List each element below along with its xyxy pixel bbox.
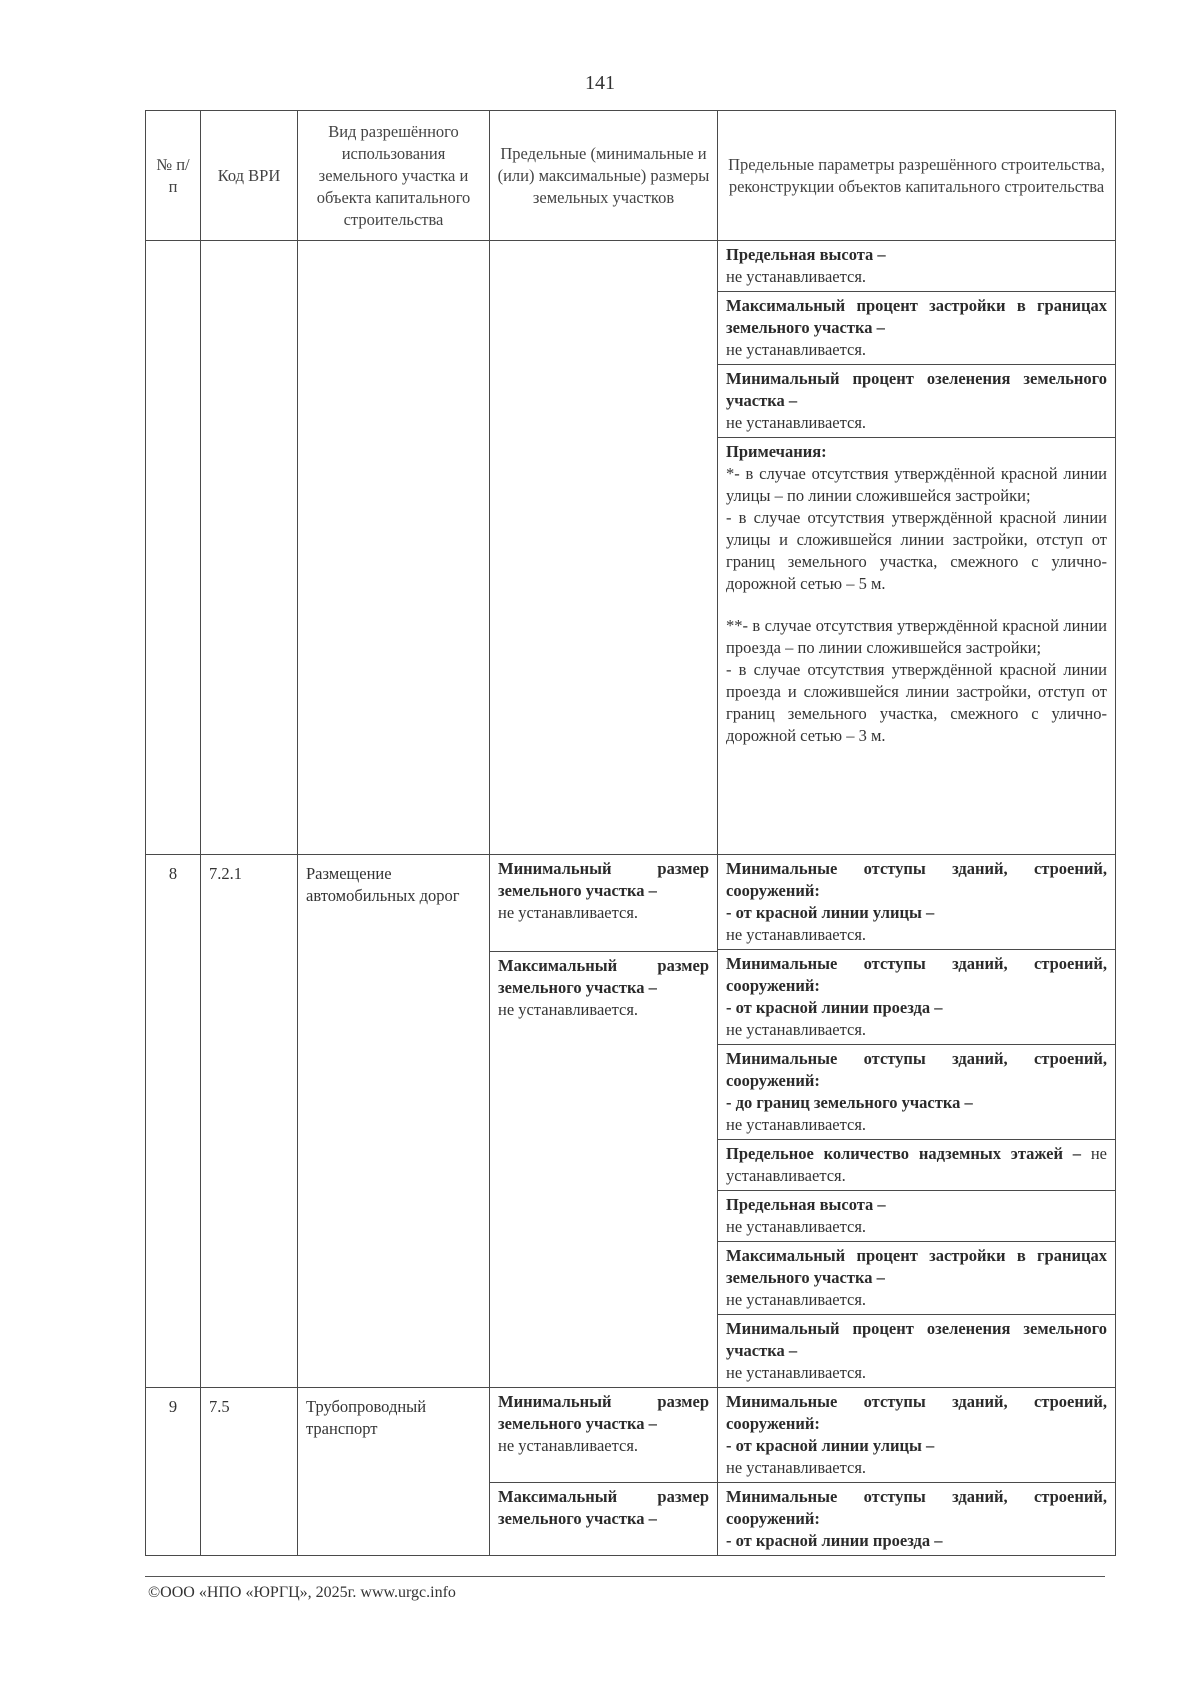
row9-params-list [718,1388,1115,1555]
row8-greenery: Минимальный процент озеленения земельного участка – не устанавливается. [726,1319,1107,1382]
note-1: *- в случае отсутствия утверждённой красной линии улицы – по линии сложившейся застройки; [726,464,1107,505]
table-row-9 [146,1388,1116,1556]
row9-num: 9 [168,1397,178,1416]
cont-kind-cell [298,241,490,855]
table-header-row [146,111,1116,241]
page-number: 141 [585,72,615,94]
row8-max-size: Максимальный размер земельного участка – не устанавливается. [498,955,709,1019]
cont-code-cell [201,241,298,855]
note-4: - в случае отсутствия утверждённой красной линии проезда и сложившейся линии застройки, отступ от границ земельного участка, смежного с улично-дорожной сетью – 3 м. [726,660,1107,745]
row8-size-list [490,855,717,1387]
cont-params-list [718,241,1115,854]
row8-coverage: Максимальный процент застройки в границах земельного участка – не устанавливается. [726,1246,1107,1309]
regulations-table [145,110,1116,1556]
row8-offset-street: Минимальные отступы зданий, строений, сооружений: - от красной линии улицы – не устанавливается. [726,859,1107,944]
row8-height: Предельная высота – не устанавливается. [726,1195,886,1236]
row8-params-list [718,855,1115,1387]
notes-block [718,438,1115,750]
header-code: Код ВРИ [201,111,298,241]
param-min-greenery: Минимальный процент озеленения земельного участка – не устанавливается. [726,369,1107,432]
header-size: Предельные (минимальные и (или) максимальные) размеры земельных участков [490,111,718,241]
row9-max-size: Максимальный размер земельного участка – [498,1486,709,1528]
footer-divider [145,1576,1105,1577]
row8-code: 7.2.1 [209,864,242,883]
param-max-coverage: Максимальный процент застройки в границах земельного участка – не устанавливается. [726,296,1107,359]
param-max-height: Предельная высота – не устанавливается. [726,245,886,286]
row9-size-list [490,1388,717,1555]
row8-floors: Предельное количество надземных этажей – не устанавливается. [726,1144,1107,1185]
row9-offset-driveway: Минимальные отступы зданий, строений, сооружений: - от красной линии проезда – [726,1487,1107,1550]
row9-min-size: Минимальный размер земельного участка – не устанавливается. [498,1392,709,1455]
footer-copyright: ©ООО «НПО «ЮРГЦ», 2025г. www.urgc.info [148,1584,456,1601]
header-num: № п/п [146,111,201,241]
row8-kind: Размещение автомобильных дорог [306,864,460,905]
cont-params-cell [718,241,1116,855]
notes-title: Примечания: [726,442,827,461]
row8-offset-driveway: Минимальные отступы зданий, строений, сооружений: - от красной линии проезда – не устанавливается. [726,954,1107,1039]
row9-kind: Трубопроводный транспорт [306,1397,427,1438]
cont-num-cell [146,241,201,855]
note-2: - в случае отсутствия утверждённой красной линии улицы и сложившейся линии застройки, отступ от границ земельного участка, смежного с улично-дорожной сетью – 5 м. [726,508,1107,593]
table-row-8 [146,855,1116,1388]
row9-code: 7.5 [209,1397,230,1416]
note-3: **- в случае отсутствия утверждённой красной линии проезда – по линии сложившейся застройки; [726,616,1107,657]
header-kind: Вид разрешённого использования земельного участка и объекта капитального строительства [298,111,490,241]
row9-offset-street: Минимальные отступы зданий, строений, сооружений: - от красной линии улицы – не устанавливается. [726,1392,1107,1477]
row8-min-size: Минимальный размер земельного участка – не устанавливается. [498,859,709,922]
row8-num: 8 [168,864,178,883]
row8-offset-boundary: Минимальные отступы зданий, строений, сооружений: - до границ земельного участка – не устанавливается. [726,1049,1107,1134]
cont-size-cell [490,241,718,855]
table-row-continuation [146,241,1116,855]
header-params: Предельные параметры разрешённого строительства, реконструкции объектов капитального строительства [718,111,1116,241]
